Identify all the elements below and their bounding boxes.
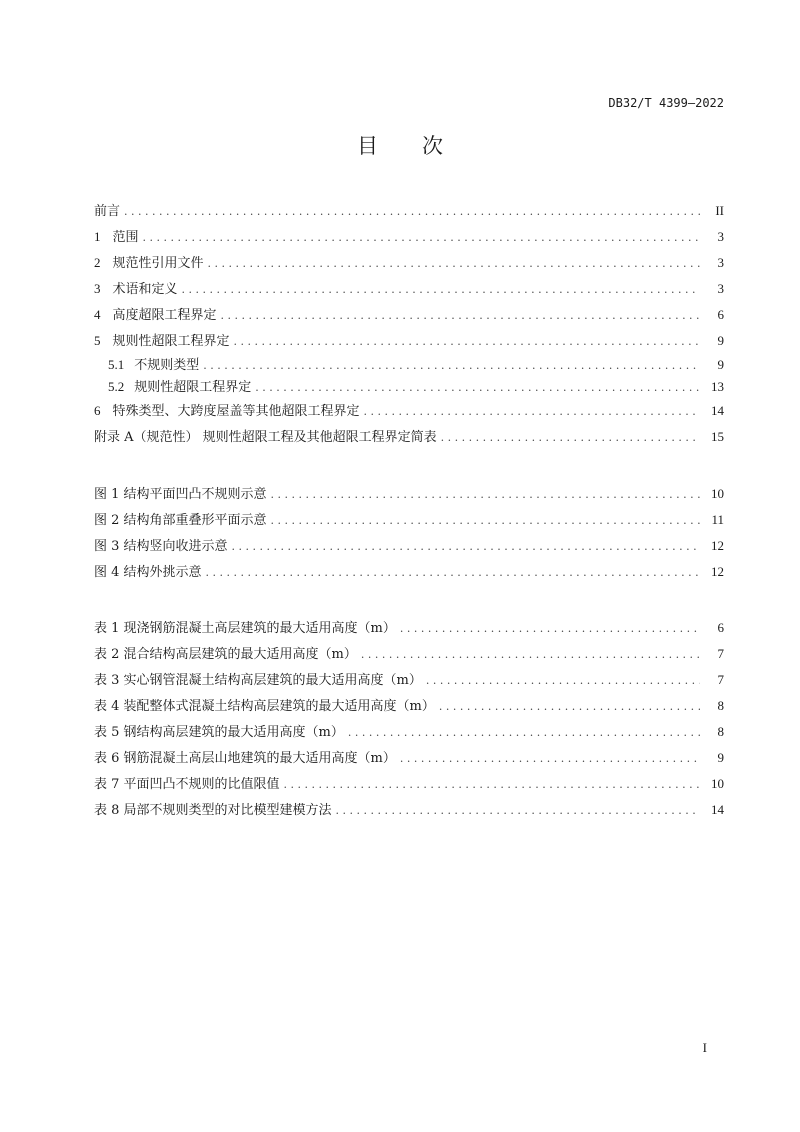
dot-leader <box>221 303 700 329</box>
table-entry-label: 表 8 局部不规则类型的对比模型建模方法 <box>94 803 332 818</box>
toc-entry-number: 2 <box>94 255 101 270</box>
table-entry-7[interactable] <box>94 771 724 797</box>
toc-entry-page: 9 <box>717 333 724 348</box>
dot-leader <box>441 425 700 451</box>
toc-entry-label: 规范性引用文件 <box>112 256 204 271</box>
table-entry-label: 表 1 现浇钢筋混凝土高层建筑的最大适用高度（m） <box>94 621 396 636</box>
table-entry-label: 表 4 装配整体式混凝土结构高层建筑的最大适用高度（m） <box>94 699 435 714</box>
toc-tables <box>94 615 724 823</box>
title-char-2: 次 <box>422 134 443 158</box>
dot-leader <box>203 355 700 377</box>
page-title <box>0 130 800 160</box>
toc-entry-page: 9 <box>717 357 724 372</box>
toc-entry-page: 3 <box>717 229 724 244</box>
toc-entry-1[interactable] <box>94 224 724 250</box>
toc-entry-5[interactable] <box>94 328 724 354</box>
table-entry-6[interactable] <box>94 745 724 771</box>
table-entry-4[interactable] <box>94 693 724 719</box>
table-entry-8[interactable] <box>94 797 724 823</box>
toc-entry-5-2[interactable] <box>94 376 724 398</box>
dot-leader <box>439 694 700 720</box>
dot-leader <box>348 720 700 746</box>
toc-entry-6[interactable] <box>94 398 724 424</box>
toc-entry-label: 特殊类型、大跨度屋盖等其他超限工程界定 <box>112 404 360 419</box>
table-entry-page: 7 <box>717 646 724 661</box>
toc-entry-page: II <box>715 203 724 218</box>
figure-entry-label: 图 1 结构平面凹凸不规则示意 <box>94 487 267 502</box>
dot-leader <box>234 329 700 355</box>
dot-leader <box>400 746 700 772</box>
toc-entry-number: 4 <box>94 307 101 322</box>
dot-leader <box>232 534 700 560</box>
toc-entry-label: 范围 <box>112 230 139 245</box>
dot-leader <box>426 668 700 694</box>
table-entry-page: 6 <box>717 620 724 635</box>
table-entry-page: 7 <box>717 672 724 687</box>
document-code: DB32/T 4399—2022 <box>608 96 724 110</box>
toc-entry-number: 6 <box>94 403 101 418</box>
toc-entry-label: 附录 A（规范性） 规则性超限工程及其他超限工程界定简表 <box>94 430 437 445</box>
dot-leader <box>124 199 700 225</box>
toc-entry-page: 3 <box>717 281 724 296</box>
toc-entry-page: 14 <box>711 403 724 418</box>
dot-leader <box>364 399 700 425</box>
toc-figures <box>94 481 724 585</box>
toc-entry-number: 1 <box>94 229 101 244</box>
table-entry-label: 表 3 实心钢管混凝土结构高层建筑的最大适用高度（m） <box>94 673 422 688</box>
table-entry-label: 表 6 钢筋混凝土高层山地建筑的最大适用高度（m） <box>94 751 396 766</box>
dot-leader <box>182 277 700 303</box>
table-entry-page: 14 <box>711 802 724 817</box>
dot-leader <box>361 642 700 668</box>
toc-entry-appendix-a[interactable] <box>94 424 724 450</box>
dot-leader <box>206 560 700 586</box>
table-entry-page: 8 <box>717 724 724 739</box>
figure-entry-label: 图 4 结构外挑示意 <box>94 565 202 580</box>
figure-entry-2[interactable] <box>94 507 724 533</box>
toc-entry-label: 前言 <box>94 204 121 219</box>
dot-leader <box>271 482 700 508</box>
toc-entry-page: 15 <box>711 429 724 444</box>
table-entry-page: 9 <box>717 750 724 765</box>
dot-leader <box>255 377 700 399</box>
figure-entry-page: 12 <box>711 538 724 553</box>
dot-leader <box>284 772 700 798</box>
table-entry-3[interactable] <box>94 667 724 693</box>
toc-entry-page: 13 <box>711 379 724 394</box>
toc-entry-3[interactable] <box>94 276 724 302</box>
figure-entry-page: 12 <box>711 564 724 579</box>
figure-entry-3[interactable] <box>94 533 724 559</box>
table-entry-1[interactable] <box>94 615 724 641</box>
dot-leader <box>271 508 700 534</box>
toc-entry-page: 6 <box>717 307 724 322</box>
figure-entry-4[interactable] <box>94 559 724 585</box>
toc-entry-label: 术语和定义 <box>112 282 178 297</box>
toc-entry-label: 规则性超限工程界定 <box>134 380 252 395</box>
table-entry-page: 8 <box>717 698 724 713</box>
toc-entry-page: 3 <box>717 255 724 270</box>
figure-entry-label: 图 2 结构角部重叠形平面示意 <box>94 513 267 528</box>
figure-entry-page: 11 <box>711 512 724 527</box>
toc-entry-label: 规则性超限工程界定 <box>112 334 230 349</box>
toc-entry-5-1[interactable] <box>94 354 724 376</box>
toc-entry-label: 高度超限工程界定 <box>112 308 217 323</box>
dot-leader <box>143 225 700 251</box>
dot-leader <box>336 798 700 824</box>
toc-entry-4[interactable] <box>94 302 724 328</box>
toc-sections <box>94 198 724 450</box>
toc-entry-number: 5.2 <box>108 379 125 394</box>
figure-entry-1[interactable] <box>94 481 724 507</box>
dot-leader <box>208 251 700 277</box>
figure-entry-page: 10 <box>711 486 724 501</box>
toc-entry-2[interactable] <box>94 250 724 276</box>
table-entry-page: 10 <box>711 776 724 791</box>
figure-entry-label: 图 3 结构竖向收进示意 <box>94 539 228 554</box>
table-entry-label: 表 7 平面凹凸不规则的比值限值 <box>94 777 280 792</box>
toc-entry-number: 5 <box>94 333 101 348</box>
table-entry-label: 表 2 混合结构高层建筑的最大适用高度（m） <box>94 647 357 662</box>
toc-entry-foreword[interactable] <box>94 198 724 224</box>
page-number: I <box>702 1040 707 1055</box>
toc-entry-label: 不规则类型 <box>134 358 200 373</box>
toc-entry-number: 3 <box>94 281 101 296</box>
title-char-1: 目 <box>357 134 378 158</box>
table-entry-2[interactable] <box>94 641 724 667</box>
table-entry-label: 表 5 钢结构高层建筑的最大适用高度（m） <box>94 725 344 740</box>
table-entry-5[interactable] <box>94 719 724 745</box>
dot-leader <box>400 616 700 642</box>
toc-entry-number: 5.1 <box>108 357 125 372</box>
